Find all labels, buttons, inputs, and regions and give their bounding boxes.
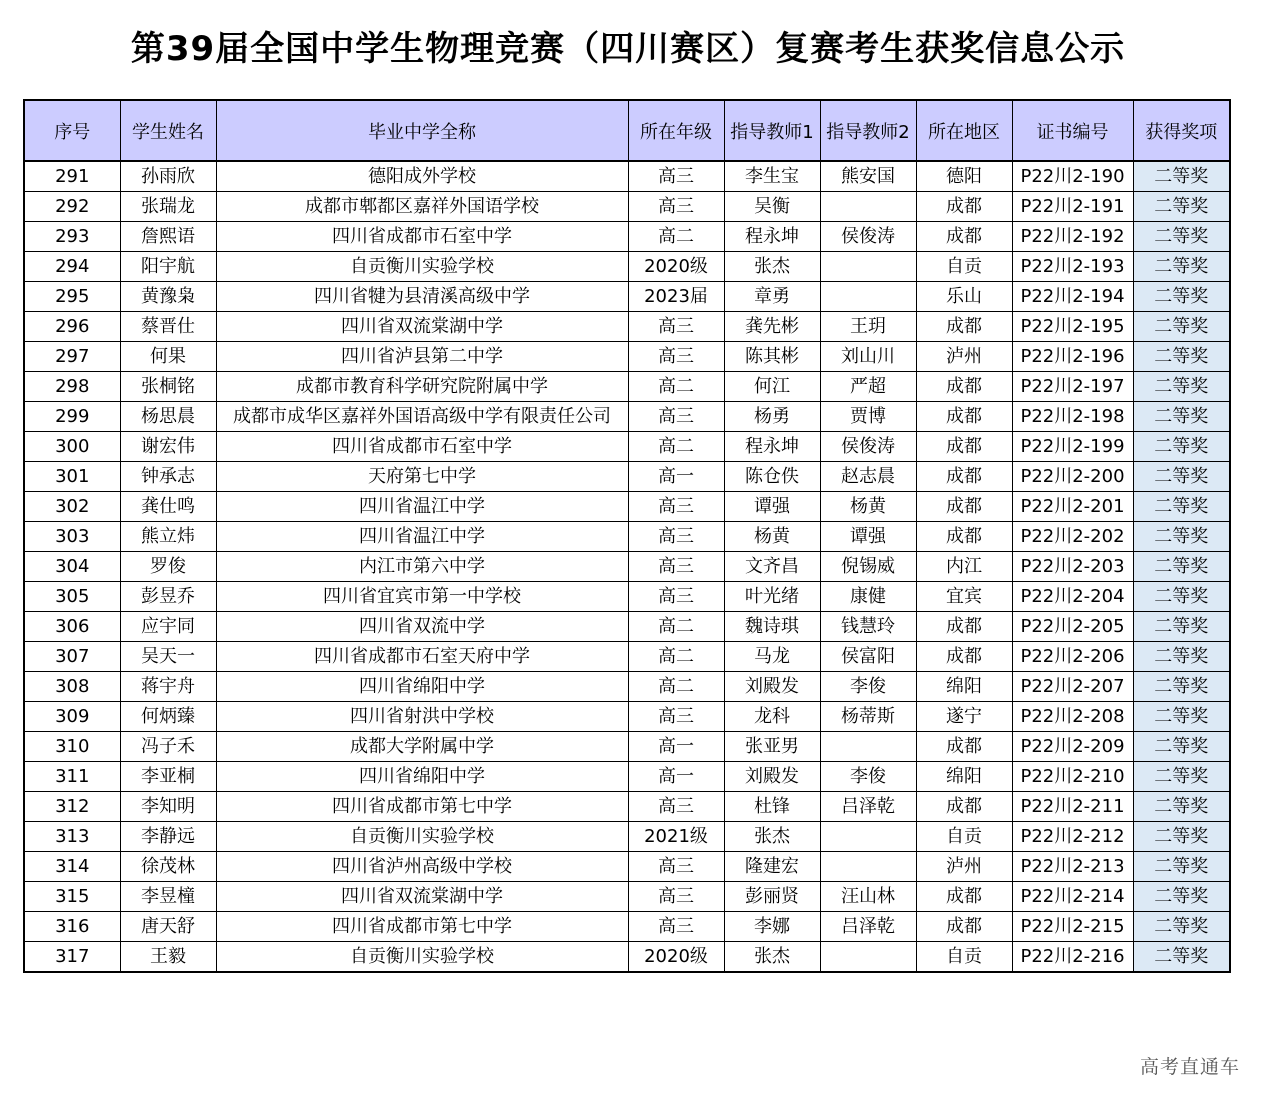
table-body bbox=[24, 161, 1230, 972]
cell-award: 二等奖 bbox=[1133, 882, 1230, 912]
cell-school: 四川省泸州高级中学校 bbox=[216, 852, 628, 882]
cell-teacher-2: 倪锡威 bbox=[820, 552, 916, 582]
cell-teacher-1: 章勇 bbox=[724, 282, 820, 312]
cell-teacher-2: 侯俊涛 bbox=[820, 432, 916, 462]
column-header-index: 序号 bbox=[24, 100, 120, 161]
cell-teacher-2: 严超 bbox=[820, 372, 916, 402]
cell-region: 自贡 bbox=[916, 252, 1012, 282]
cell-student-name: 张瑞龙 bbox=[120, 192, 216, 222]
column-header-region: 所在地区 bbox=[916, 100, 1012, 161]
cell-teacher-2: 刘山川 bbox=[820, 342, 916, 372]
table-row bbox=[24, 672, 1230, 702]
cell-certificate-number: P22川2-213 bbox=[1012, 852, 1133, 882]
column-header-teacher-2: 指导教师2 bbox=[820, 100, 916, 161]
cell-school: 自贡衡川实验学校 bbox=[216, 942, 628, 973]
cell-region: 成都 bbox=[916, 612, 1012, 642]
table-row bbox=[24, 432, 1230, 462]
cell-school: 四川省犍为县清溪高级中学 bbox=[216, 282, 628, 312]
cell-teacher-1: 魏诗琪 bbox=[724, 612, 820, 642]
cell-region: 成都 bbox=[916, 882, 1012, 912]
cell-certificate-number: P22川2-190 bbox=[1012, 161, 1133, 192]
cell-teacher-2: 王玥 bbox=[820, 312, 916, 342]
cell-award: 二等奖 bbox=[1133, 432, 1230, 462]
table-row bbox=[24, 282, 1230, 312]
cell-school: 四川省温江中学 bbox=[216, 492, 628, 522]
cell-teacher-1: 程永坤 bbox=[724, 222, 820, 252]
cell-student-name: 杨思晨 bbox=[120, 402, 216, 432]
cell-region: 绵阳 bbox=[916, 762, 1012, 792]
table-row bbox=[24, 732, 1230, 762]
page-title: 第39届全国中学生物理竞赛（四川赛区）复赛考生获奖信息公示 bbox=[130, 29, 1126, 69]
cell-teacher-2: 赵志晨 bbox=[820, 462, 916, 492]
cell-teacher-1: 吴衡 bbox=[724, 192, 820, 222]
cell-teacher-1: 杨勇 bbox=[724, 402, 820, 432]
cell-teacher-2: 李俊 bbox=[820, 762, 916, 792]
cell-certificate-number: P22川2-207 bbox=[1012, 672, 1133, 702]
cell-region: 德阳 bbox=[916, 161, 1012, 192]
cell-region: 泸州 bbox=[916, 342, 1012, 372]
cell-award: 二等奖 bbox=[1133, 252, 1230, 282]
cell-index: 294 bbox=[24, 252, 120, 282]
cell-grade: 高三 bbox=[628, 312, 724, 342]
cell-index: 295 bbox=[24, 282, 120, 312]
cell-student-name: 彭昱乔 bbox=[120, 582, 216, 612]
cell-teacher-1: 张杰 bbox=[724, 822, 820, 852]
cell-school: 四川省绵阳中学 bbox=[216, 762, 628, 792]
cell-certificate-number: P22川2-215 bbox=[1012, 912, 1133, 942]
table-row bbox=[24, 642, 1230, 672]
cell-teacher-1: 杨黄 bbox=[724, 522, 820, 552]
cell-certificate-number: P22川2-203 bbox=[1012, 552, 1133, 582]
cell-school: 四川省成都市石室中学 bbox=[216, 432, 628, 462]
cell-award: 二等奖 bbox=[1133, 672, 1230, 702]
cell-school: 成都市郫都区嘉祥外国语学校 bbox=[216, 192, 628, 222]
cell-index: 313 bbox=[24, 822, 120, 852]
cell-school: 自贡衡川实验学校 bbox=[216, 252, 628, 282]
cell-index: 300 bbox=[24, 432, 120, 462]
cell-certificate-number: P22川2-195 bbox=[1012, 312, 1133, 342]
cell-index: 298 bbox=[24, 372, 120, 402]
cell-award: 二等奖 bbox=[1133, 402, 1230, 432]
cell-index: 296 bbox=[24, 312, 120, 342]
cell-student-name: 何炳臻 bbox=[120, 702, 216, 732]
cell-region: 成都 bbox=[916, 642, 1012, 672]
cell-certificate-number: P22川2-199 bbox=[1012, 432, 1133, 462]
cell-school: 成都大学附属中学 bbox=[216, 732, 628, 762]
cell-region: 泸州 bbox=[916, 852, 1012, 882]
cell-certificate-number: P22川2-208 bbox=[1012, 702, 1133, 732]
cell-award: 二等奖 bbox=[1133, 342, 1230, 372]
cell-teacher-1: 杜锋 bbox=[724, 792, 820, 822]
cell-index: 310 bbox=[24, 732, 120, 762]
cell-teacher-1: 文齐昌 bbox=[724, 552, 820, 582]
cell-grade: 高三 bbox=[628, 882, 724, 912]
cell-region: 成都 bbox=[916, 222, 1012, 252]
cell-school: 天府第七中学 bbox=[216, 462, 628, 492]
cell-school: 成都市教育科学研究院附属中学 bbox=[216, 372, 628, 402]
cell-index: 311 bbox=[24, 762, 120, 792]
cell-teacher-1: 刘殿发 bbox=[724, 762, 820, 792]
cell-teacher-2: 熊安国 bbox=[820, 161, 916, 192]
cell-index: 303 bbox=[24, 522, 120, 552]
cell-region: 遂宁 bbox=[916, 702, 1012, 732]
cell-teacher-1: 张杰 bbox=[724, 252, 820, 282]
table-row bbox=[24, 852, 1230, 882]
cell-award: 二等奖 bbox=[1133, 161, 1230, 192]
cell-award: 二等奖 bbox=[1133, 762, 1230, 792]
cell-region: 成都 bbox=[916, 912, 1012, 942]
table-row bbox=[24, 192, 1230, 222]
table-row bbox=[24, 822, 1230, 852]
cell-index: 312 bbox=[24, 792, 120, 822]
cell-grade: 高三 bbox=[628, 522, 724, 552]
table-row bbox=[24, 912, 1230, 942]
column-header-grade: 所在年级 bbox=[628, 100, 724, 161]
cell-grade: 2020级 bbox=[628, 252, 724, 282]
cell-grade: 高二 bbox=[628, 612, 724, 642]
cell-teacher-1: 何江 bbox=[724, 372, 820, 402]
table-row bbox=[24, 582, 1230, 612]
cell-award: 二等奖 bbox=[1133, 552, 1230, 582]
cell-index: 308 bbox=[24, 672, 120, 702]
cell-teacher-2 bbox=[820, 942, 916, 973]
cell-student-name: 李昱橦 bbox=[120, 882, 216, 912]
cell-teacher-1: 彭丽贤 bbox=[724, 882, 820, 912]
cell-index: 305 bbox=[24, 582, 120, 612]
cell-teacher-1: 龙科 bbox=[724, 702, 820, 732]
cell-student-name: 谢宏伟 bbox=[120, 432, 216, 462]
cell-award: 二等奖 bbox=[1133, 462, 1230, 492]
cell-grade: 2021级 bbox=[628, 822, 724, 852]
cell-grade: 2023届 bbox=[628, 282, 724, 312]
cell-teacher-2: 汪山林 bbox=[820, 882, 916, 912]
cell-student-name: 阳宇航 bbox=[120, 252, 216, 282]
cell-certificate-number: P22川2-206 bbox=[1012, 642, 1133, 672]
cell-school: 四川省温江中学 bbox=[216, 522, 628, 552]
cell-student-name: 蔡晋仕 bbox=[120, 312, 216, 342]
cell-index: 302 bbox=[24, 492, 120, 522]
cell-teacher-2 bbox=[820, 192, 916, 222]
cell-student-name: 何果 bbox=[120, 342, 216, 372]
cell-grade: 高三 bbox=[628, 342, 724, 372]
cell-region: 自贡 bbox=[916, 942, 1012, 973]
cell-certificate-number: P22川2-191 bbox=[1012, 192, 1133, 222]
table-header-row bbox=[24, 100, 1230, 161]
cell-student-name: 唐天舒 bbox=[120, 912, 216, 942]
cell-teacher-1: 张亚男 bbox=[724, 732, 820, 762]
cell-award: 二等奖 bbox=[1133, 642, 1230, 672]
cell-award: 二等奖 bbox=[1133, 822, 1230, 852]
cell-grade: 高二 bbox=[628, 372, 724, 402]
cell-teacher-2: 钱慧玲 bbox=[820, 612, 916, 642]
cell-award: 二等奖 bbox=[1133, 912, 1230, 942]
cell-award: 二等奖 bbox=[1133, 312, 1230, 342]
cell-grade: 高二 bbox=[628, 432, 724, 462]
cell-grade: 高三 bbox=[628, 492, 724, 522]
table-row bbox=[24, 762, 1230, 792]
cell-student-name: 龚仕鸣 bbox=[120, 492, 216, 522]
cell-certificate-number: P22川2-194 bbox=[1012, 282, 1133, 312]
column-header-award: 获得奖项 bbox=[1133, 100, 1230, 161]
column-header-school: 毕业中学全称 bbox=[216, 100, 628, 161]
cell-index: 291 bbox=[24, 161, 120, 192]
cell-student-name: 孙雨欣 bbox=[120, 161, 216, 192]
cell-index: 315 bbox=[24, 882, 120, 912]
cell-award: 二等奖 bbox=[1133, 732, 1230, 762]
cell-certificate-number: P22川2-196 bbox=[1012, 342, 1133, 372]
table-row bbox=[24, 492, 1230, 522]
cell-region: 成都 bbox=[916, 402, 1012, 432]
table-row bbox=[24, 702, 1230, 732]
cell-teacher-2: 杨黄 bbox=[820, 492, 916, 522]
table-row bbox=[24, 612, 1230, 642]
cell-index: 297 bbox=[24, 342, 120, 372]
cell-index: 317 bbox=[24, 942, 120, 973]
cell-grade: 高三 bbox=[628, 792, 724, 822]
cell-region: 成都 bbox=[916, 192, 1012, 222]
cell-grade: 高三 bbox=[628, 192, 724, 222]
cell-region: 成都 bbox=[916, 732, 1012, 762]
cell-student-name: 吴天一 bbox=[120, 642, 216, 672]
cell-index: 293 bbox=[24, 222, 120, 252]
cell-region: 乐山 bbox=[916, 282, 1012, 312]
table-row bbox=[24, 792, 1230, 822]
cell-grade: 高一 bbox=[628, 762, 724, 792]
cell-certificate-number: P22川2-193 bbox=[1012, 252, 1133, 282]
table-row bbox=[24, 402, 1230, 432]
cell-teacher-1: 龚先彬 bbox=[724, 312, 820, 342]
cell-award: 二等奖 bbox=[1133, 852, 1230, 882]
cell-grade: 高三 bbox=[628, 402, 724, 432]
cell-student-name: 李亚桐 bbox=[120, 762, 216, 792]
cell-teacher-2: 侯富阳 bbox=[820, 642, 916, 672]
cell-certificate-number: P22川2-198 bbox=[1012, 402, 1133, 432]
cell-index: 307 bbox=[24, 642, 120, 672]
cell-award: 二等奖 bbox=[1133, 222, 1230, 252]
cell-school: 四川省成都市石室中学 bbox=[216, 222, 628, 252]
cell-student-name: 蒋宇舟 bbox=[120, 672, 216, 702]
cell-student-name: 罗俊 bbox=[120, 552, 216, 582]
cell-region: 成都 bbox=[916, 312, 1012, 342]
cell-certificate-number: P22川2-192 bbox=[1012, 222, 1133, 252]
cell-school: 四川省绵阳中学 bbox=[216, 672, 628, 702]
cell-school: 四川省泸县第二中学 bbox=[216, 342, 628, 372]
cell-certificate-number: P22川2-212 bbox=[1012, 822, 1133, 852]
cell-region: 内江 bbox=[916, 552, 1012, 582]
cell-certificate-number: P22川2-210 bbox=[1012, 762, 1133, 792]
cell-grade: 高三 bbox=[628, 702, 724, 732]
cell-student-name: 张桐铭 bbox=[120, 372, 216, 402]
cell-student-name: 黄豫枭 bbox=[120, 282, 216, 312]
cell-teacher-1: 陈仓佚 bbox=[724, 462, 820, 492]
cell-region: 自贡 bbox=[916, 822, 1012, 852]
cell-school: 内江市第六中学 bbox=[216, 552, 628, 582]
table-row bbox=[24, 942, 1230, 973]
cell-certificate-number: P22川2-214 bbox=[1012, 882, 1133, 912]
cell-teacher-2 bbox=[820, 282, 916, 312]
table-row bbox=[24, 552, 1230, 582]
cell-index: 306 bbox=[24, 612, 120, 642]
cell-award: 二等奖 bbox=[1133, 192, 1230, 222]
cell-teacher-2 bbox=[820, 732, 916, 762]
cell-teacher-2: 李俊 bbox=[820, 672, 916, 702]
cell-student-name: 李知明 bbox=[120, 792, 216, 822]
cell-grade: 高一 bbox=[628, 732, 724, 762]
cell-award: 二等奖 bbox=[1133, 372, 1230, 402]
cell-certificate-number: P22川2-209 bbox=[1012, 732, 1133, 762]
cell-index: 292 bbox=[24, 192, 120, 222]
cell-award: 二等奖 bbox=[1133, 282, 1230, 312]
cell-certificate-number: P22川2-211 bbox=[1012, 792, 1133, 822]
cell-region: 绵阳 bbox=[916, 672, 1012, 702]
cell-certificate-number: P22川2-205 bbox=[1012, 612, 1133, 642]
cell-grade: 高三 bbox=[628, 552, 724, 582]
cell-region: 成都 bbox=[916, 462, 1012, 492]
cell-student-name: 徐茂林 bbox=[120, 852, 216, 882]
cell-index: 301 bbox=[24, 462, 120, 492]
cell-teacher-1: 李生宝 bbox=[724, 161, 820, 192]
cell-teacher-1: 谭强 bbox=[724, 492, 820, 522]
cell-certificate-number: P22川2-201 bbox=[1012, 492, 1133, 522]
table-row bbox=[24, 222, 1230, 252]
cell-index: 309 bbox=[24, 702, 120, 732]
cell-region: 成都 bbox=[916, 522, 1012, 552]
table-row bbox=[24, 312, 1230, 342]
cell-school: 四川省双流棠湖中学 bbox=[216, 312, 628, 342]
column-header-student-name: 学生姓名 bbox=[120, 100, 216, 161]
cell-region: 宜宾 bbox=[916, 582, 1012, 612]
cell-student-name: 王毅 bbox=[120, 942, 216, 973]
cell-teacher-2: 吕泽乾 bbox=[820, 792, 916, 822]
table-row bbox=[24, 522, 1230, 552]
column-header-certificate-number: 证书编号 bbox=[1012, 100, 1133, 161]
cell-school: 四川省宜宾市第一中学校 bbox=[216, 582, 628, 612]
cell-region: 成都 bbox=[916, 432, 1012, 462]
table-row bbox=[24, 462, 1230, 492]
cell-student-name: 钟承志 bbox=[120, 462, 216, 492]
cell-grade: 高一 bbox=[628, 462, 724, 492]
cell-index: 316 bbox=[24, 912, 120, 942]
column-header-teacher-1: 指导教师1 bbox=[724, 100, 820, 161]
watermark-text: 高考直通车 bbox=[1140, 1056, 1241, 1078]
cell-region: 成都 bbox=[916, 792, 1012, 822]
cell-teacher-2: 吕泽乾 bbox=[820, 912, 916, 942]
cell-teacher-2 bbox=[820, 252, 916, 282]
cell-teacher-2 bbox=[820, 852, 916, 882]
cell-certificate-number: P22川2-202 bbox=[1012, 522, 1133, 552]
cell-certificate-number: P22川2-216 bbox=[1012, 942, 1133, 973]
cell-teacher-2: 侯俊涛 bbox=[820, 222, 916, 252]
table-row bbox=[24, 342, 1230, 372]
cell-student-name: 熊立炜 bbox=[120, 522, 216, 552]
cell-award: 二等奖 bbox=[1133, 522, 1230, 552]
cell-teacher-1: 张杰 bbox=[724, 942, 820, 973]
cell-school: 四川省双流棠湖中学 bbox=[216, 882, 628, 912]
cell-grade: 高二 bbox=[628, 642, 724, 672]
cell-school: 四川省成都市第七中学 bbox=[216, 792, 628, 822]
cell-student-name: 应宇同 bbox=[120, 612, 216, 642]
cell-index: 299 bbox=[24, 402, 120, 432]
cell-school: 成都市成华区嘉祥外国语高级中学有限责任公司 bbox=[216, 402, 628, 432]
cell-teacher-2: 贾博 bbox=[820, 402, 916, 432]
cell-award: 二等奖 bbox=[1133, 612, 1230, 642]
cell-certificate-number: P22川2-204 bbox=[1012, 582, 1133, 612]
cell-index: 314 bbox=[24, 852, 120, 882]
cell-region: 成都 bbox=[916, 492, 1012, 522]
cell-grade: 高三 bbox=[628, 161, 724, 192]
cell-teacher-1: 李娜 bbox=[724, 912, 820, 942]
cell-grade: 高三 bbox=[628, 582, 724, 612]
cell-school: 德阳成外学校 bbox=[216, 161, 628, 192]
cell-grade: 高二 bbox=[628, 672, 724, 702]
cell-index: 304 bbox=[24, 552, 120, 582]
cell-school: 四川省射洪中学校 bbox=[216, 702, 628, 732]
cell-teacher-1: 隆建宏 bbox=[724, 852, 820, 882]
table-row bbox=[24, 372, 1230, 402]
table-row bbox=[24, 252, 1230, 282]
cell-school: 四川省双流中学 bbox=[216, 612, 628, 642]
cell-school: 四川省成都市第七中学 bbox=[216, 912, 628, 942]
table-row bbox=[24, 882, 1230, 912]
cell-teacher-1: 叶光绪 bbox=[724, 582, 820, 612]
cell-teacher-2: 杨蒂斯 bbox=[820, 702, 916, 732]
cell-teacher-2: 谭强 bbox=[820, 522, 916, 552]
cell-award: 二等奖 bbox=[1133, 492, 1230, 522]
cell-student-name: 李静远 bbox=[120, 822, 216, 852]
cell-teacher-1: 刘殿发 bbox=[724, 672, 820, 702]
cell-region: 成都 bbox=[916, 372, 1012, 402]
cell-student-name: 詹熙语 bbox=[120, 222, 216, 252]
cell-grade: 高二 bbox=[628, 222, 724, 252]
awards-table bbox=[23, 99, 1231, 973]
cell-teacher-2 bbox=[820, 822, 916, 852]
cell-teacher-2: 康健 bbox=[820, 582, 916, 612]
table-row bbox=[24, 161, 1230, 192]
cell-award: 二等奖 bbox=[1133, 702, 1230, 732]
cell-teacher-1: 马龙 bbox=[724, 642, 820, 672]
cell-award: 二等奖 bbox=[1133, 942, 1230, 973]
cell-grade: 2020级 bbox=[628, 942, 724, 973]
cell-grade: 高三 bbox=[628, 912, 724, 942]
cell-certificate-number: P22川2-200 bbox=[1012, 462, 1133, 492]
cell-award: 二等奖 bbox=[1133, 582, 1230, 612]
cell-certificate-number: P22川2-197 bbox=[1012, 372, 1133, 402]
cell-award: 二等奖 bbox=[1133, 792, 1230, 822]
cell-teacher-1: 陈其彬 bbox=[724, 342, 820, 372]
cell-school: 四川省成都市石室天府中学 bbox=[216, 642, 628, 672]
cell-school: 自贡衡川实验学校 bbox=[216, 822, 628, 852]
cell-teacher-1: 程永坤 bbox=[724, 432, 820, 462]
cell-student-name: 冯子禾 bbox=[120, 732, 216, 762]
cell-grade: 高三 bbox=[628, 852, 724, 882]
